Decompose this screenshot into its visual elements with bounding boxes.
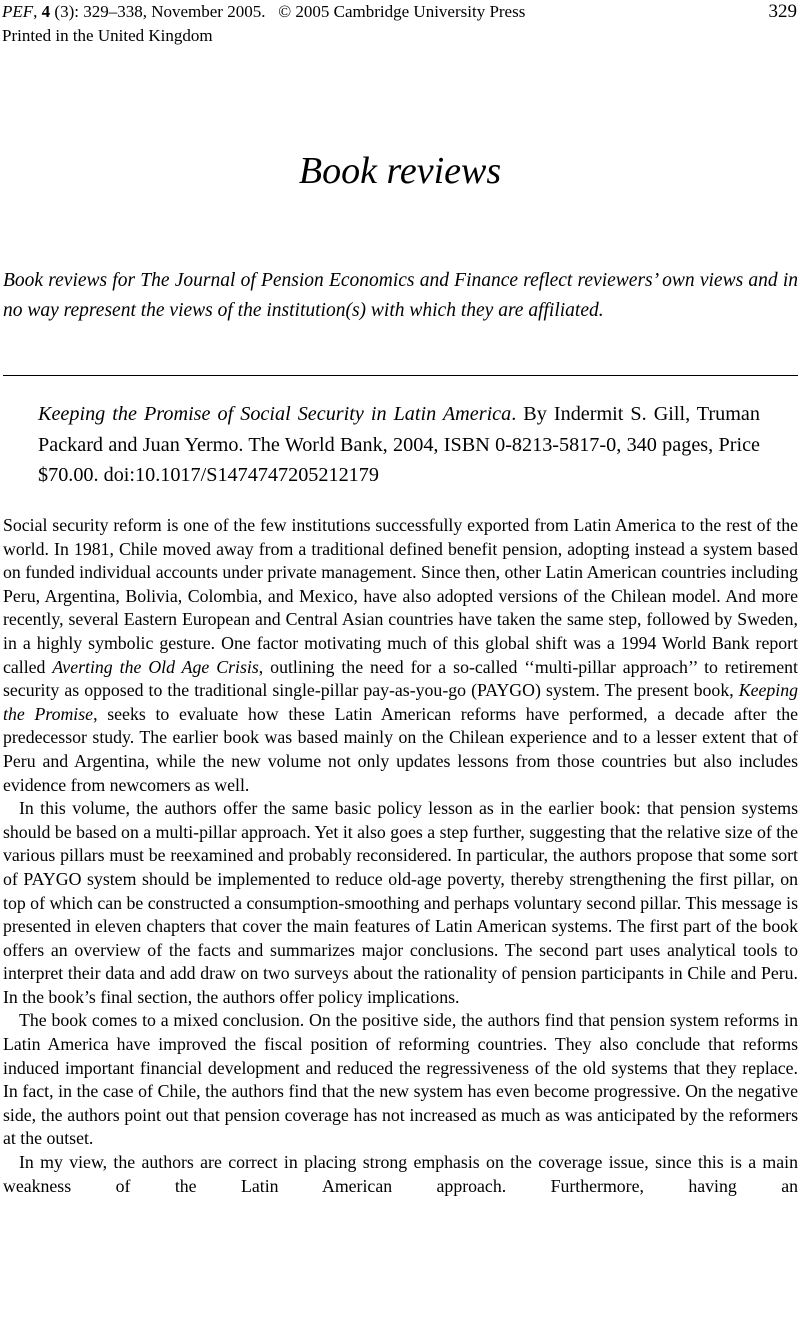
disclaimer-note: Book reviews for The Journal of Pension Economics and Finance reflect reviewers’ own views and in no way represent the views of the institution(s) with which they are affiliated.	[3, 270, 798, 321]
cited-title-averting: Averting the Old Age Crisis	[52, 656, 259, 677]
paragraph-1	[3, 514, 798, 797]
paragraph-2: In this volume, the authors offer the same basic policy lesson as in the earlier book: that pension systems should be based on a multi-pillar approach. Yet it also goes a step further, suggesting that the relative size of the various pillars must be reexamined and probably reconsidered. In particular, the authors propose that some sort of PAYGO system should be implemented to reduce old-age poverty, thereby strengthening the first pillar, on top of which can be constructed a consumption-smoothing and perhaps voluntary second pillar. This message is presented in eleven chapters that cover the main features of Latin American systems. The first part of the book offers an overview of the facts and summarizes major conclusions. The second part uses analytical tools to interpret their data and add draw on two surveys about the rationality of pension participants in Chile and Peru. In the book’s final section, the authors offer policy implications.	[3, 798, 798, 1007]
horizontal-rule	[3, 375, 798, 376]
paragraph-4: In my view, the authors are correct in placing strong emphasis on the coverage issue, since this is a main weakness of the Latin American approach. Furthermore, having an	[3, 1152, 798, 1196]
cited-title-keeping: Keeping the Promise	[3, 680, 798, 724]
paragraph-1-text-c: , seeks to evaluate how these Latin American reforms have performed, a decade after the predecessor study. The earlier book was based mainly on the Chilean experience and to a lesser extent that of Peru and Argentina, while the new volume not only updates lessons from those countries but also includes evidence from newcomers as well.	[3, 703, 798, 795]
paragraph-1-text-b: , outlining the need for a so-called ‘‘multi-pillar approach’’ to retirement security as opposed to the traditional single-pillar pay-as-you-go (PAYGO) system. The present book,	[3, 656, 798, 701]
paragraph-1-text-a: Social security reform is one of the few institutions successfully exported from Latin America to the rest of the world. In 1981, Chile moved away from a traditional defined benefit pension, adopting instead a system based on funded individual accounts under private management. Since then, other Latin American countries including Peru, Argentina, Bolivia, Colombia, and Mexico, have also adopted versions of the Chilean model. And more recently, several Eastern European and Central Asian countries have taken the same step, followed by Sweden, in a highly symbolic gesture. One factor motivating much of this global shift was a 1994 World Bank report called	[3, 515, 798, 677]
paragraph-3: The book comes to a mixed conclusion. On the positive side, the authors find that pension system reforms in Latin America have improved the fiscal position of reforming countries. They also conclude that reforms induced important financial development and reduced the regressiveness of the old systems that they replace. In fact, in the case of Chile, the authors find that the new system has even become progressive. On the negative side, the authors point out that pension coverage has not increased as much as was anticipated by the reformers at the outset.	[3, 1010, 798, 1149]
page-number: 329	[768, 1, 797, 22]
citation-details: . By Indermit S. Gill, Truman Packard and Juan Yermo. The World Bank, 2004, ISBN 0-8213-5817-0, 340 pages, Price $70.00. doi:10.1017/S1474747205212179	[38, 403, 760, 486]
section-title: Book reviews	[298, 150, 502, 193]
journal-line: PEF, 4 (3): 329–338, November 2005. © 2005 Cambridge University Press	[2, 2, 526, 21]
journal-volume: 4	[41, 2, 51, 21]
journal-abbrev: PEF	[2, 2, 34, 21]
printed-notice: Printed in the United Kingdom	[2, 26, 213, 45]
issue-pages-date: (3): 329–338, November 2005.	[50, 2, 266, 21]
copyright-notice: © 2005 Cambridge University Press	[278, 2, 526, 21]
reviewed-book-title: Keeping the Promise of Social Security in Latin America	[38, 403, 512, 425]
review-body	[3, 514, 798, 1198]
running-header	[2, 0, 525, 48]
book-citation	[38, 399, 760, 491]
